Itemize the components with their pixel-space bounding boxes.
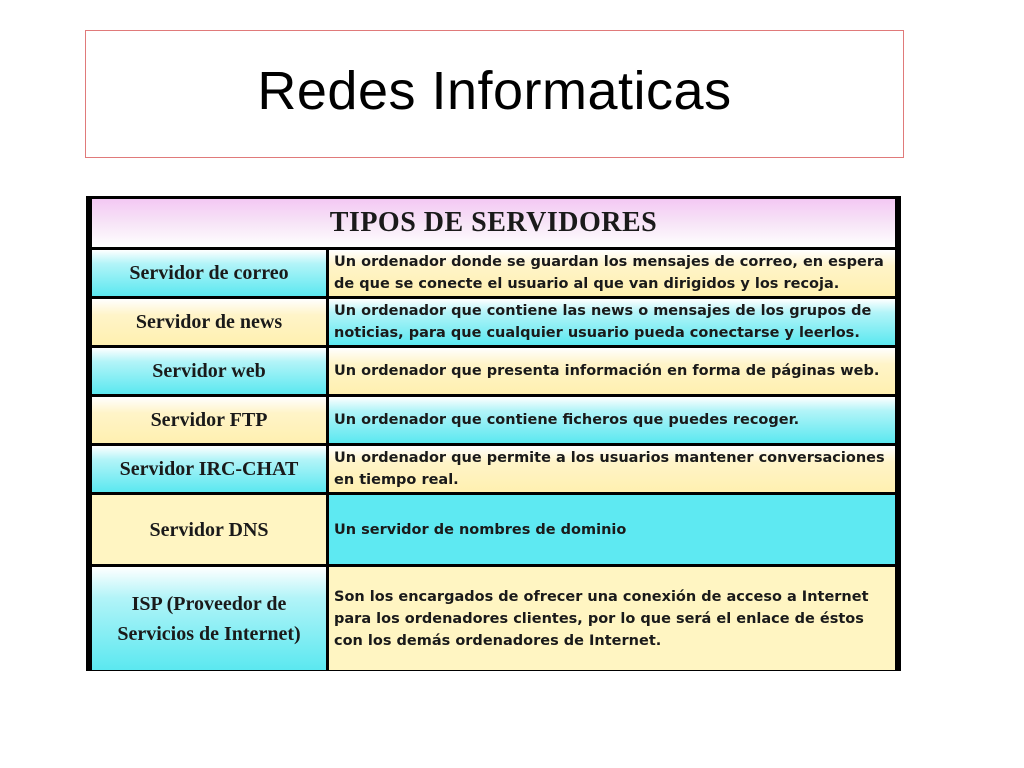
server-name-ftp: Servidor FTP <box>92 397 326 443</box>
server-name-isp: ISP (Proveedor de Servicios de Internet) <box>92 567 326 670</box>
table-row <box>89 348 898 394</box>
table-row <box>89 567 898 670</box>
server-description-web: Un ordenador que presenta información en forma de páginas web. <box>329 348 895 394</box>
server-name-irc-chat: Servidor IRC-CHAT <box>92 446 326 492</box>
servers-table <box>86 196 901 671</box>
server-name-web: Servidor web <box>92 348 326 394</box>
server-description-ftp: Un ordenador que contiene ficheros que puedes recoger. <box>329 397 895 443</box>
server-description-dns: Un servidor de nombres de dominio <box>329 495 895 564</box>
server-description-correo: Un ordenador donde se guardan los mensajes de correo, en espera de que se conecte el usuario al que van dirigidos y los recoja. <box>329 250 895 296</box>
server-name-correo: Servidor de correo <box>92 250 326 296</box>
table-row <box>89 299 898 345</box>
server-description-isp: Son los encargados de ofrecer una conexión de acceso a Internet para los ordenadores clientes, por lo que será el enlace de éstos con los demás ordenadores de Internet. <box>329 567 895 670</box>
server-description-news: Un ordenador que contiene las news o mensajes de los grupos de noticias, para que cualquier usuario pueda conectarse y leerlos. <box>329 299 895 345</box>
table-header-text: TIPOS DE SERVIDORES <box>329 207 658 238</box>
server-name-news: Servidor de news <box>92 299 326 345</box>
server-description-irc-chat: Un ordenador que permite a los usuarios mantener conversaciones en tiempo real. <box>329 446 895 492</box>
slide-title: Redes Informaticas <box>257 61 732 121</box>
table-row <box>89 397 898 443</box>
table-row <box>89 495 898 564</box>
table-row <box>89 446 898 492</box>
server-name-dns: Servidor DNS <box>92 495 326 564</box>
title-box <box>85 30 904 158</box>
table-header <box>92 199 895 247</box>
table-row <box>89 250 898 296</box>
